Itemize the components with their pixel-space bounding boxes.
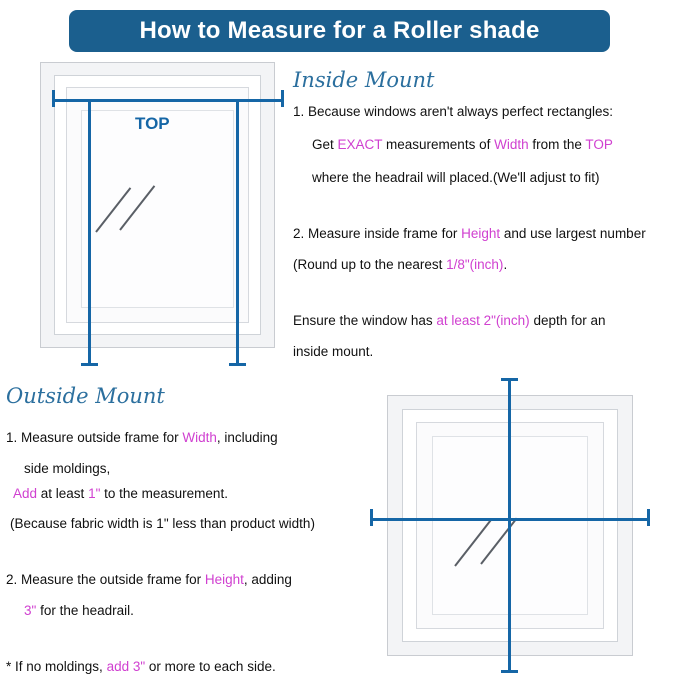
text-segment-highlight: Width — [182, 430, 217, 445]
outside-mount-window-illustration — [370, 378, 650, 673]
inside-mount-text-line-2 — [312, 137, 613, 153]
inside-mount-text-line-4 — [293, 226, 646, 242]
outside-height-measure-cap-bottom — [501, 670, 518, 673]
text-segment: , adding — [243, 572, 292, 587]
text-segment: 1. Because windows aren't always perfect rectangles: — [293, 104, 613, 119]
glass-reflection-streak-1 — [454, 520, 491, 567]
text-segment: at least — [37, 486, 89, 501]
text-segment: side moldings, — [24, 461, 111, 476]
inside-top-label: TOP — [135, 114, 170, 133]
outside-width-measure-cap-left — [370, 509, 373, 526]
text-segment-highlight: add 3" — [106, 659, 146, 674]
text-segment-highlight: Width — [494, 137, 529, 152]
inside-height-measure-line-left — [88, 99, 91, 366]
text-segment-highlight: Height — [204, 572, 244, 587]
text-segment: 1. Measure outside frame for — [6, 430, 183, 445]
text-segment: Ensure the window has — [293, 313, 437, 328]
inside-mount-text-line-3 — [312, 170, 599, 186]
text-segment-highlight: TOP — [585, 137, 613, 152]
text-segment: * If no moldings, — [6, 659, 107, 674]
inside-mount-text-line-6 — [293, 313, 606, 329]
inside-mount-window-illustration — [40, 62, 275, 348]
outside-width-measure-cap-right — [647, 509, 650, 526]
inside-width-measure-cap-left — [52, 90, 55, 107]
outside-height-measure-line — [508, 378, 511, 673]
text-segment: 2. Measure the outside frame for — [6, 572, 205, 587]
outside-mount-text-line-5 — [6, 572, 292, 588]
text-segment: for the headrail. — [36, 603, 134, 618]
outside-mount-text-line-4 — [10, 516, 315, 532]
page-title: How to Measure for a Roller shade — [139, 17, 540, 44]
text-segment: . — [503, 257, 508, 272]
outside-height-measure-cap-top — [501, 378, 518, 381]
outside-mount-heading: Outside Mount — [6, 384, 165, 408]
outside-mount-text-line-2 — [24, 461, 110, 477]
inside-mount-text-line-5 — [293, 257, 507, 273]
text-segment: , including — [216, 430, 278, 445]
text-segment: to the measurement. — [100, 486, 228, 501]
text-segment-highlight: at least 2"(inch) — [436, 313, 530, 328]
text-segment-highlight: Add — [13, 486, 38, 501]
text-segment: (Because fabric width is 1" less than product width) — [10, 516, 315, 531]
text-segment: inside mount. — [293, 344, 374, 359]
text-segment-highlight: EXACT — [337, 137, 383, 152]
text-segment-highlight: 1/8"(inch) — [446, 257, 504, 272]
text-segment-highlight: 1" — [88, 486, 101, 501]
text-segment: or more to each side. — [145, 659, 276, 674]
inside-height-measure-cap-bottom-left — [81, 363, 98, 366]
text-segment: where the headrail will placed.(We'll adjust to fit) — [312, 170, 600, 185]
outside-mount-text-line-3 — [13, 486, 228, 502]
inside-mount-text-line-7 — [293, 344, 373, 360]
window-glass-pane — [81, 110, 234, 308]
inside-width-measure-cap-right — [281, 90, 284, 107]
page-title-banner — [69, 10, 610, 52]
text-segment: from the — [528, 137, 586, 152]
text-segment: measurements of — [382, 137, 495, 152]
text-segment-highlight: 3" — [24, 603, 37, 618]
glass-reflection-streak-1 — [95, 187, 131, 232]
inside-width-measure-line — [52, 99, 284, 102]
inside-height-measure-cap-bottom-right — [229, 363, 246, 366]
inside-mount-text-line-1 — [293, 104, 613, 120]
text-segment: (Round up to the nearest — [293, 257, 447, 272]
text-segment: 2. Measure inside frame for — [293, 226, 462, 241]
text-segment: Get — [312, 137, 338, 152]
text-segment: and use largest number — [500, 226, 646, 241]
inside-height-measure-line-right — [236, 99, 239, 366]
outside-mount-text-line-7 — [6, 659, 276, 675]
inside-mount-heading: Inside Mount — [293, 68, 435, 92]
outside-mount-text-line-6 — [24, 603, 134, 619]
text-segment: depth for an — [529, 313, 606, 328]
text-segment-highlight: Height — [461, 226, 501, 241]
outside-mount-text-line-1 — [6, 430, 278, 446]
